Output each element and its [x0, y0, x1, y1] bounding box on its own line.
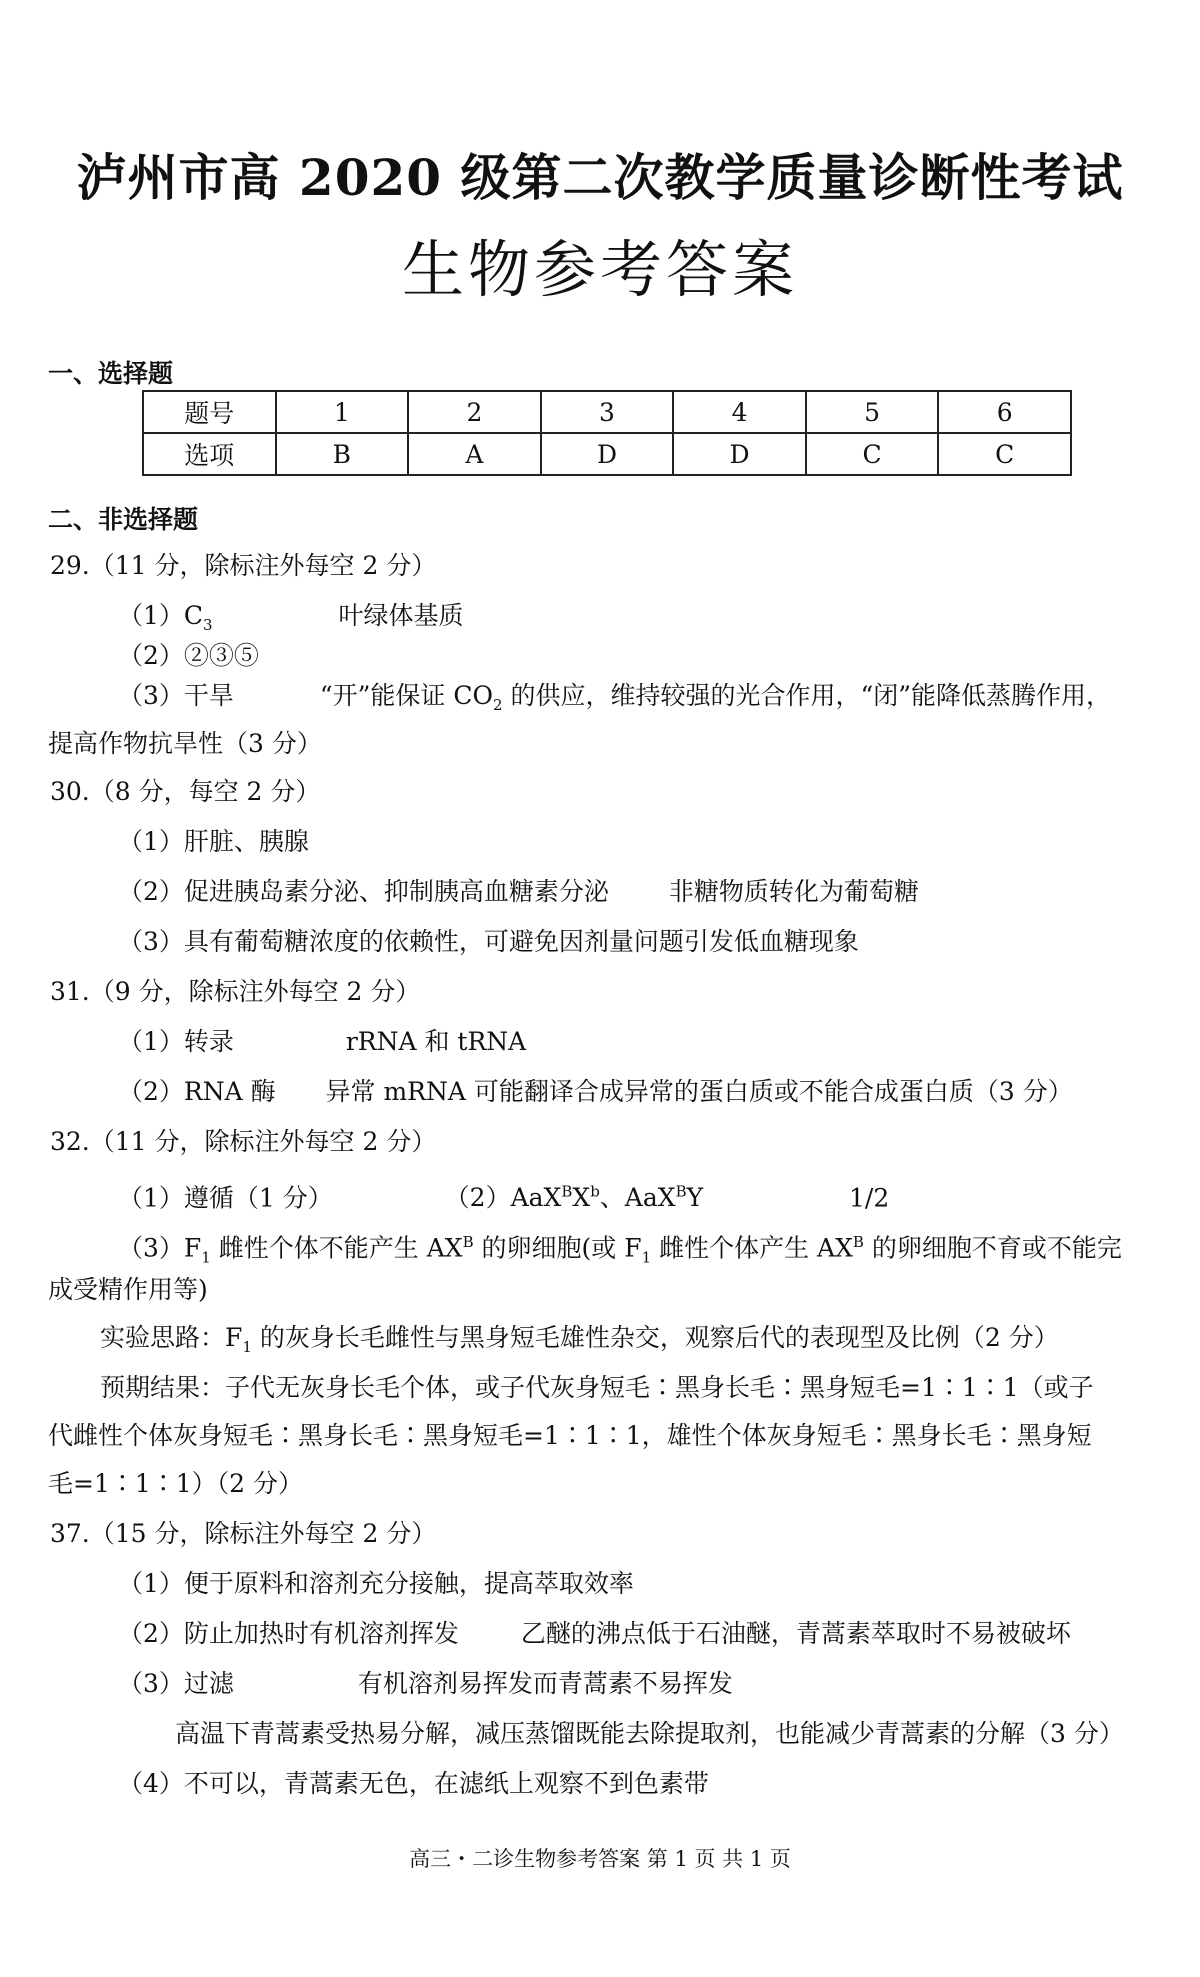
q32-a3-text: （3）F	[118, 1233, 202, 1263]
q32-a2-genotypes	[445, 1183, 703, 1212]
q30-answer-1: （1）肝脏、胰腺	[118, 827, 309, 856]
q32-expected-result-1: 预期结果：子代无灰身长毛个体，或子代灰身短毛∶黑身长毛∶黑身短毛=1∶1∶1（或子	[100, 1373, 1094, 1402]
table-row-answers	[143, 433, 1071, 475]
q32-a2-ratio: 1/2	[849, 1183, 890, 1213]
q32-answer-3	[118, 1226, 1122, 1273]
q29-a1-answer: 叶绿体基质	[338, 601, 464, 630]
q37-answer-1: （1）便于原料和溶剂充分接触，提高萃取效率	[118, 1569, 634, 1598]
page-footer: 高三・二诊生物参考答案 第 1 页 共 1 页	[409, 1847, 791, 1871]
q37-answer-4: （4）不可以，青蒿素无色，在滤纸上观察不到色素带	[118, 1769, 709, 1798]
q29-a3-label: （3）干旱	[118, 681, 234, 710]
q32-a3-text: 雌性个体不能产生 AX	[210, 1233, 463, 1263]
q30-answer-2	[118, 876, 919, 908]
exam-subtitle: 生物参考答案	[401, 233, 798, 306]
choice-answer-table	[142, 390, 1072, 476]
q30-header: 30.（8 分，每空 2 分）	[50, 777, 321, 806]
q30-a2-part1: （2）促进胰岛素分泌、抑制胰高血糖素分泌	[118, 877, 609, 906]
q30-a2-part2: 非糖物质转化为葡萄糖	[668, 877, 919, 906]
q32-a2-text: Y	[686, 1183, 704, 1213]
q32-a3-text: 的卵细胞不育或不能完	[863, 1233, 1122, 1263]
q31-a2-part1: （2）RNA 酶	[118, 1077, 276, 1106]
q32-expected-result-3: 毛=1∶1∶1）（2 分）	[48, 1469, 304, 1498]
q30-answer-3: （3）具有葡萄糖浓度的依赖性，可避免因剂量问题引发低血糖现象	[118, 927, 859, 956]
q37-a3-part2: 有机溶剂易挥发而青蒿素不易挥发	[357, 1669, 733, 1698]
question-number: 5	[806, 391, 939, 433]
question-number: 1	[276, 391, 409, 433]
q37-answer-3	[118, 1668, 733, 1700]
q32-a3-sub: 1	[201, 1248, 211, 1267]
q31-a1-part1: （1）转录	[118, 1027, 234, 1056]
q32-a3-sup: B	[852, 1233, 864, 1251]
exam-title: 泸州市高 2020 级第二次教学质量诊断性考试	[76, 148, 1124, 207]
answer-option: B	[276, 433, 409, 475]
q29-a3-subscript: 2	[492, 696, 503, 714]
q32-exp-sub: 1	[242, 1338, 252, 1356]
q32-experiment-idea	[100, 1322, 1059, 1363]
q32-a2-sup: B	[561, 1183, 573, 1201]
q37-a2-part1: （2）防止加热时有机溶剂挥发	[118, 1619, 459, 1648]
answer-option: A	[408, 433, 541, 475]
q31-header: 31.（9 分，除标注外每空 2 分）	[50, 977, 421, 1006]
q29-answer-1	[118, 600, 464, 641]
section-nonchoice-heading: 二、非选择题	[48, 505, 199, 534]
q31-a2-part2: 异常 mRNA 可能翻译合成异常的蛋白质或不能合成蛋白质（3 分）	[325, 1077, 1073, 1106]
q32-a2-text: （2）AaX	[444, 1183, 562, 1213]
q32-answer-1-2	[118, 1176, 889, 1214]
question-number: 3	[541, 391, 674, 433]
q32-a1: （1）遵循（1 分）	[118, 1183, 333, 1213]
q32-a2-text: X	[572, 1183, 591, 1213]
q29-a3-part1: “开”能保证 CO	[319, 681, 493, 710]
q32-a3-sup: B	[462, 1233, 474, 1251]
question-number: 4	[673, 391, 806, 433]
q37-answer-3-cont: 高温下青蒿素受热易分解，减压蒸馏既能去除提取剂，也能减少青蒿素的分解（3 分）	[175, 1719, 1124, 1748]
q37-answer-2	[118, 1618, 1071, 1650]
q32-expected-result-2: 代雌性个体灰身短毛∶黑身长毛∶黑身短毛=1∶1∶1，雄性个体灰身短毛∶黑身长毛∶黑身短	[48, 1421, 1092, 1450]
q37-header: 37.（15 分，除标注外每空 2 分）	[50, 1519, 437, 1548]
q31-answer-2	[118, 1076, 1073, 1108]
q29-header: 29.（11 分，除标注外每空 2 分）	[50, 551, 437, 580]
q32-a2-text: 、AaX	[599, 1183, 676, 1213]
question-number: 6	[938, 391, 1071, 433]
q29-answer-3	[118, 680, 1111, 721]
q37-a2-part2: 乙醚的沸点低于石油醚，青蒿素萃取时不易被破坏	[520, 1619, 1071, 1648]
row-label-option: 选项	[143, 433, 276, 475]
q29-a1-subscript: 3	[203, 616, 213, 634]
q37-a3-part1: （3）过滤	[118, 1669, 234, 1698]
table-row-numbers	[143, 391, 1071, 433]
q31-answer-1	[118, 1026, 526, 1058]
q32-exp-text: 的灰身长毛雌性与黑身短毛雄性杂交，观察后代的表现型及比例（2 分）	[251, 1323, 1059, 1352]
q32-exp-text: 实验思路：F	[100, 1323, 243, 1352]
q32-a2-sup: B	[675, 1183, 687, 1201]
answer-option: D	[673, 433, 806, 475]
q29-answer-3-cont: 提高作物抗旱性（3 分）	[48, 729, 322, 758]
q32-answer-3-cont: 成受精作用等)	[48, 1275, 208, 1304]
q29-answer-2: （2）②③⑤	[118, 641, 259, 670]
q32-header: 32.（11 分，除标注外每空 2 分）	[50, 1127, 437, 1156]
q32-a3-sub: 1	[641, 1248, 652, 1267]
q32-a3-text: 的卵细胞(或 F	[473, 1233, 642, 1263]
q29-a1-label: （1）C	[118, 601, 204, 630]
row-label-number: 题号	[143, 391, 276, 433]
q29-a3-part2: 的供应，维持较强的光合作用，“闭”能降低蒸腾作用，	[502, 681, 1112, 710]
answer-option: C	[938, 433, 1071, 475]
question-number: 2	[408, 391, 541, 433]
answer-option: D	[541, 433, 674, 475]
q32-a2-sup: b	[590, 1183, 600, 1201]
q31-a1-part2: rRNA 和 tRNA	[345, 1027, 527, 1056]
section-choice-heading: 一、选择题	[48, 359, 174, 388]
q32-a3-text: 雌性个体产生 AX	[651, 1233, 853, 1263]
answer-option: C	[806, 433, 939, 475]
